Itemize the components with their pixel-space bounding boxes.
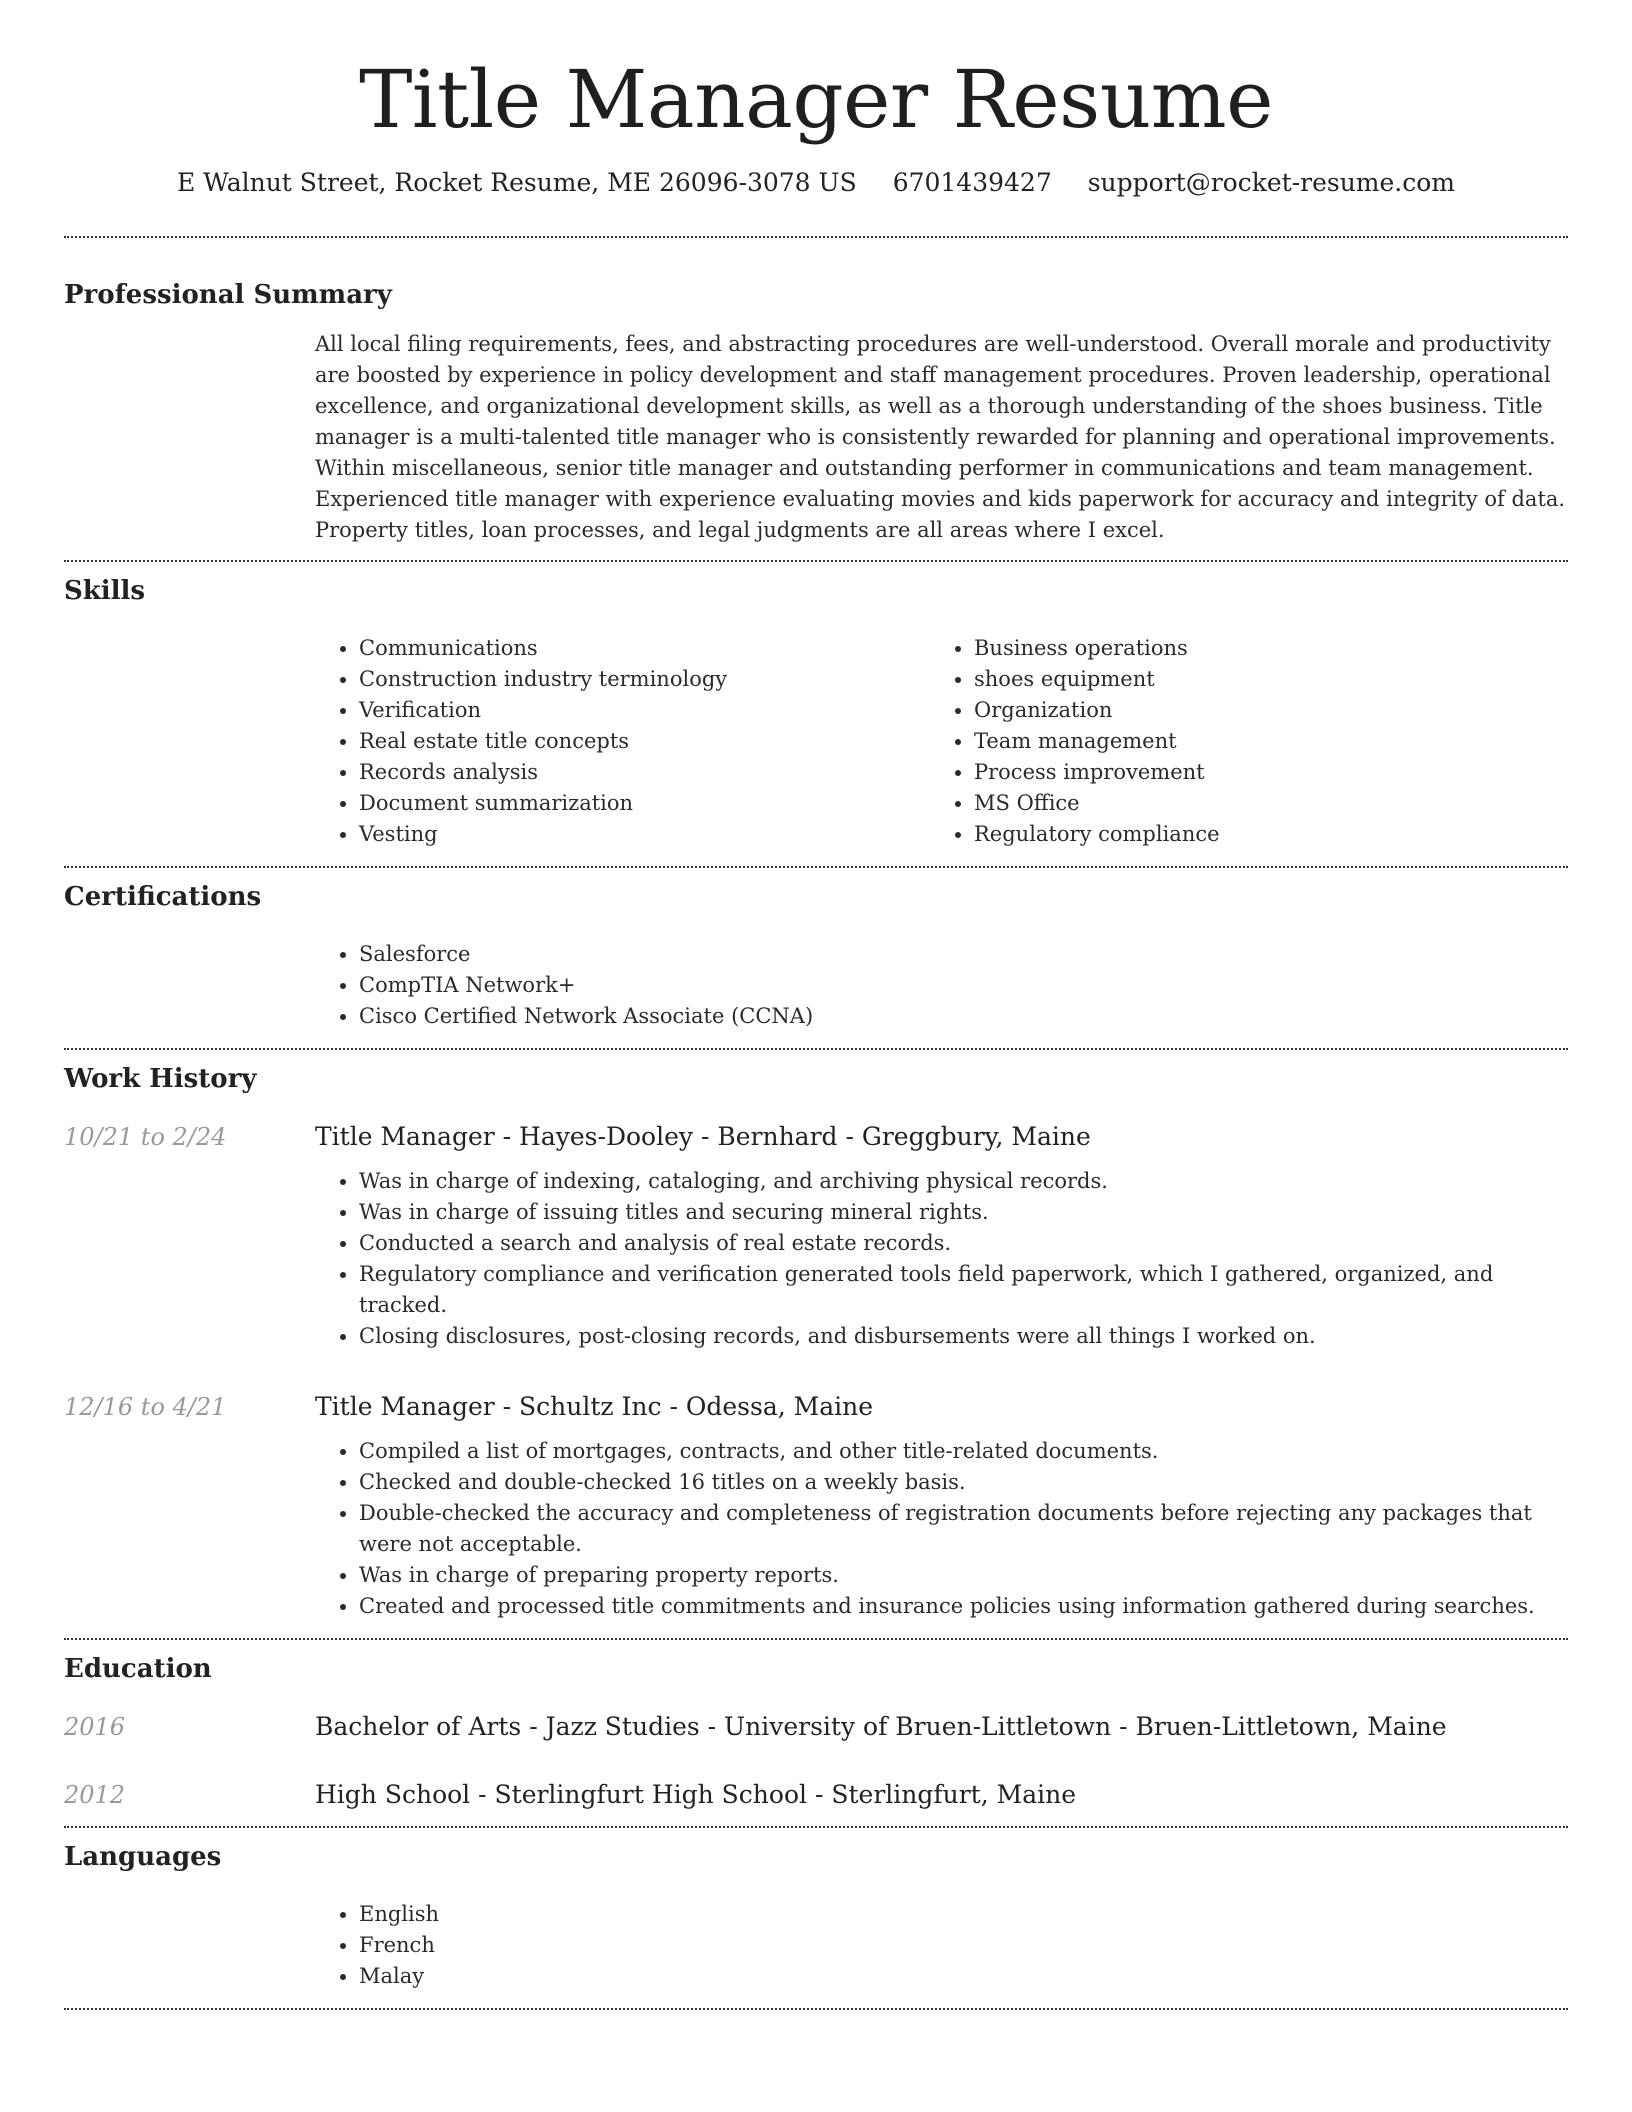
education-title: High School - Sterlingfurt High School - Sterlingfurt, Maine (315, 1780, 1076, 1809)
skills-column-right (930, 633, 1545, 850)
contact-phone: 6701439427 (892, 168, 1052, 197)
summary-section (64, 238, 1568, 560)
section-title: Professional Summary (64, 280, 392, 310)
job-bullet: • Compiled a list of mortgages, contracts, and other title-related documents. (359, 1436, 1568, 1467)
skill-item: • Document summarization (359, 788, 930, 819)
skill-item: • Records analysis (359, 757, 930, 788)
section-title: Certifications (64, 882, 262, 912)
skills-section (64, 562, 1568, 866)
education-date: 2012 (64, 1781, 126, 1809)
job-bullet: • Was in charge of preparing property reports. (359, 1560, 1568, 1591)
languages-section (64, 1828, 1568, 2008)
contact-address: E Walnut Street, Rocket Resume, ME 26096-3078 US (176, 168, 857, 197)
contact-email: support@rocket-resume.com (1087, 168, 1456, 197)
job-bullet: • Checked and double-checked 16 titles on a weekly basis. (359, 1467, 1568, 1498)
resume-name: Title Manager Resume (359, 53, 1273, 146)
job-title: Title Manager - Schultz Inc - Odessa, Maine (315, 1392, 874, 1421)
language-item: • French (359, 1930, 1568, 1961)
education-date: 2016 (64, 1713, 126, 1741)
skill-item: • shoes equipment (974, 664, 1545, 695)
job-date: 10/21 to 2/24 (64, 1123, 227, 1151)
skill-item: • Process improvement (974, 757, 1545, 788)
language-item: • Malay (359, 1961, 1568, 1992)
education-entry (64, 1710, 1568, 1744)
certification-item: • CompTIA Network+ (359, 970, 1568, 1001)
summary-text: All local filing requirements, fees, and abstracting procedures are well-understood. Overall morale and productivity are boosted by experience in policy development and staff management procedures. Proven leadership, operational excellence, and organizational development skills, as well as a thorough understanding of the shoes business. Title manager is a multi-talented title manager who is consistently rewarded for planning and operational improvements. Within miscellaneous, senior title manager and outstanding performer in communications and team management. Experienced title manager with experience evaluating movies and kids paperwork for accuracy and integrity of data. Property titles, loan processes, and legal judgments are all areas where I excel. (315, 332, 1566, 542)
skill-item: • Vesting (359, 819, 930, 850)
job-bullet: • Closing disclosures, post-closing records, and disbursements were all things I worked on. (359, 1321, 1568, 1352)
skills-column-left (315, 633, 930, 850)
job-bullet: • Was in charge of issuing titles and securing mineral rights. (359, 1197, 1568, 1228)
section-title: Skills (64, 576, 146, 606)
skill-item: • Construction industry terminology (359, 664, 930, 695)
skill-item: • Communications (359, 633, 930, 664)
job-title: Title Manager - Hayes-Dooley - Bernhard - Greggbury, Maine (315, 1122, 1091, 1151)
skill-item: • Organization (974, 695, 1545, 726)
skill-item: • Real estate title concepts (359, 726, 930, 757)
skill-item: • Team management (974, 726, 1545, 757)
job-bullet: • Conducted a search and analysis of real estate records. (359, 1228, 1568, 1259)
job-bullet: • Regulatory compliance and verification generated tools field paperwork, which I gathered, organized, and tracked. (359, 1259, 1568, 1321)
skill-item: • Regulatory compliance (974, 819, 1545, 850)
job-bullet: • Double-checked the accuracy and completeness of registration documents before rejecting any packages that were not acceptable. (359, 1498, 1568, 1560)
section-title: Work History (64, 1064, 257, 1094)
education-entry (64, 1778, 1568, 1812)
divider (64, 2008, 1568, 2010)
job-entry (64, 1120, 1568, 1352)
section-title: Languages (64, 1842, 222, 1872)
contact-line (64, 166, 1568, 200)
job-bullet: • Created and processed title commitments and insurance policies using information gathered during searches. (359, 1591, 1568, 1622)
certifications-section (64, 868, 1568, 1048)
certification-item: • Cisco Certified Network Associate (CCNA) (359, 1001, 1568, 1032)
education-title: Bachelor of Arts - Jazz Studies - University of Bruen-Littletown - Bruen-Littletown, Maine (315, 1712, 1447, 1741)
skill-item: • Business operations (974, 633, 1545, 664)
work-history-section (64, 1050, 1568, 1638)
section-title: Education (64, 1654, 212, 1684)
certification-item: • Salesforce (359, 939, 1568, 970)
job-date: 12/16 to 4/21 (64, 1393, 227, 1421)
education-section (64, 1640, 1568, 1826)
job-bullet: • Was in charge of indexing, cataloging, and archiving physical records. (359, 1166, 1568, 1197)
language-item: • English (359, 1899, 1568, 1930)
job-entry (64, 1390, 1568, 1622)
skill-item: • Verification (359, 695, 930, 726)
skill-item: • MS Office (974, 788, 1545, 819)
